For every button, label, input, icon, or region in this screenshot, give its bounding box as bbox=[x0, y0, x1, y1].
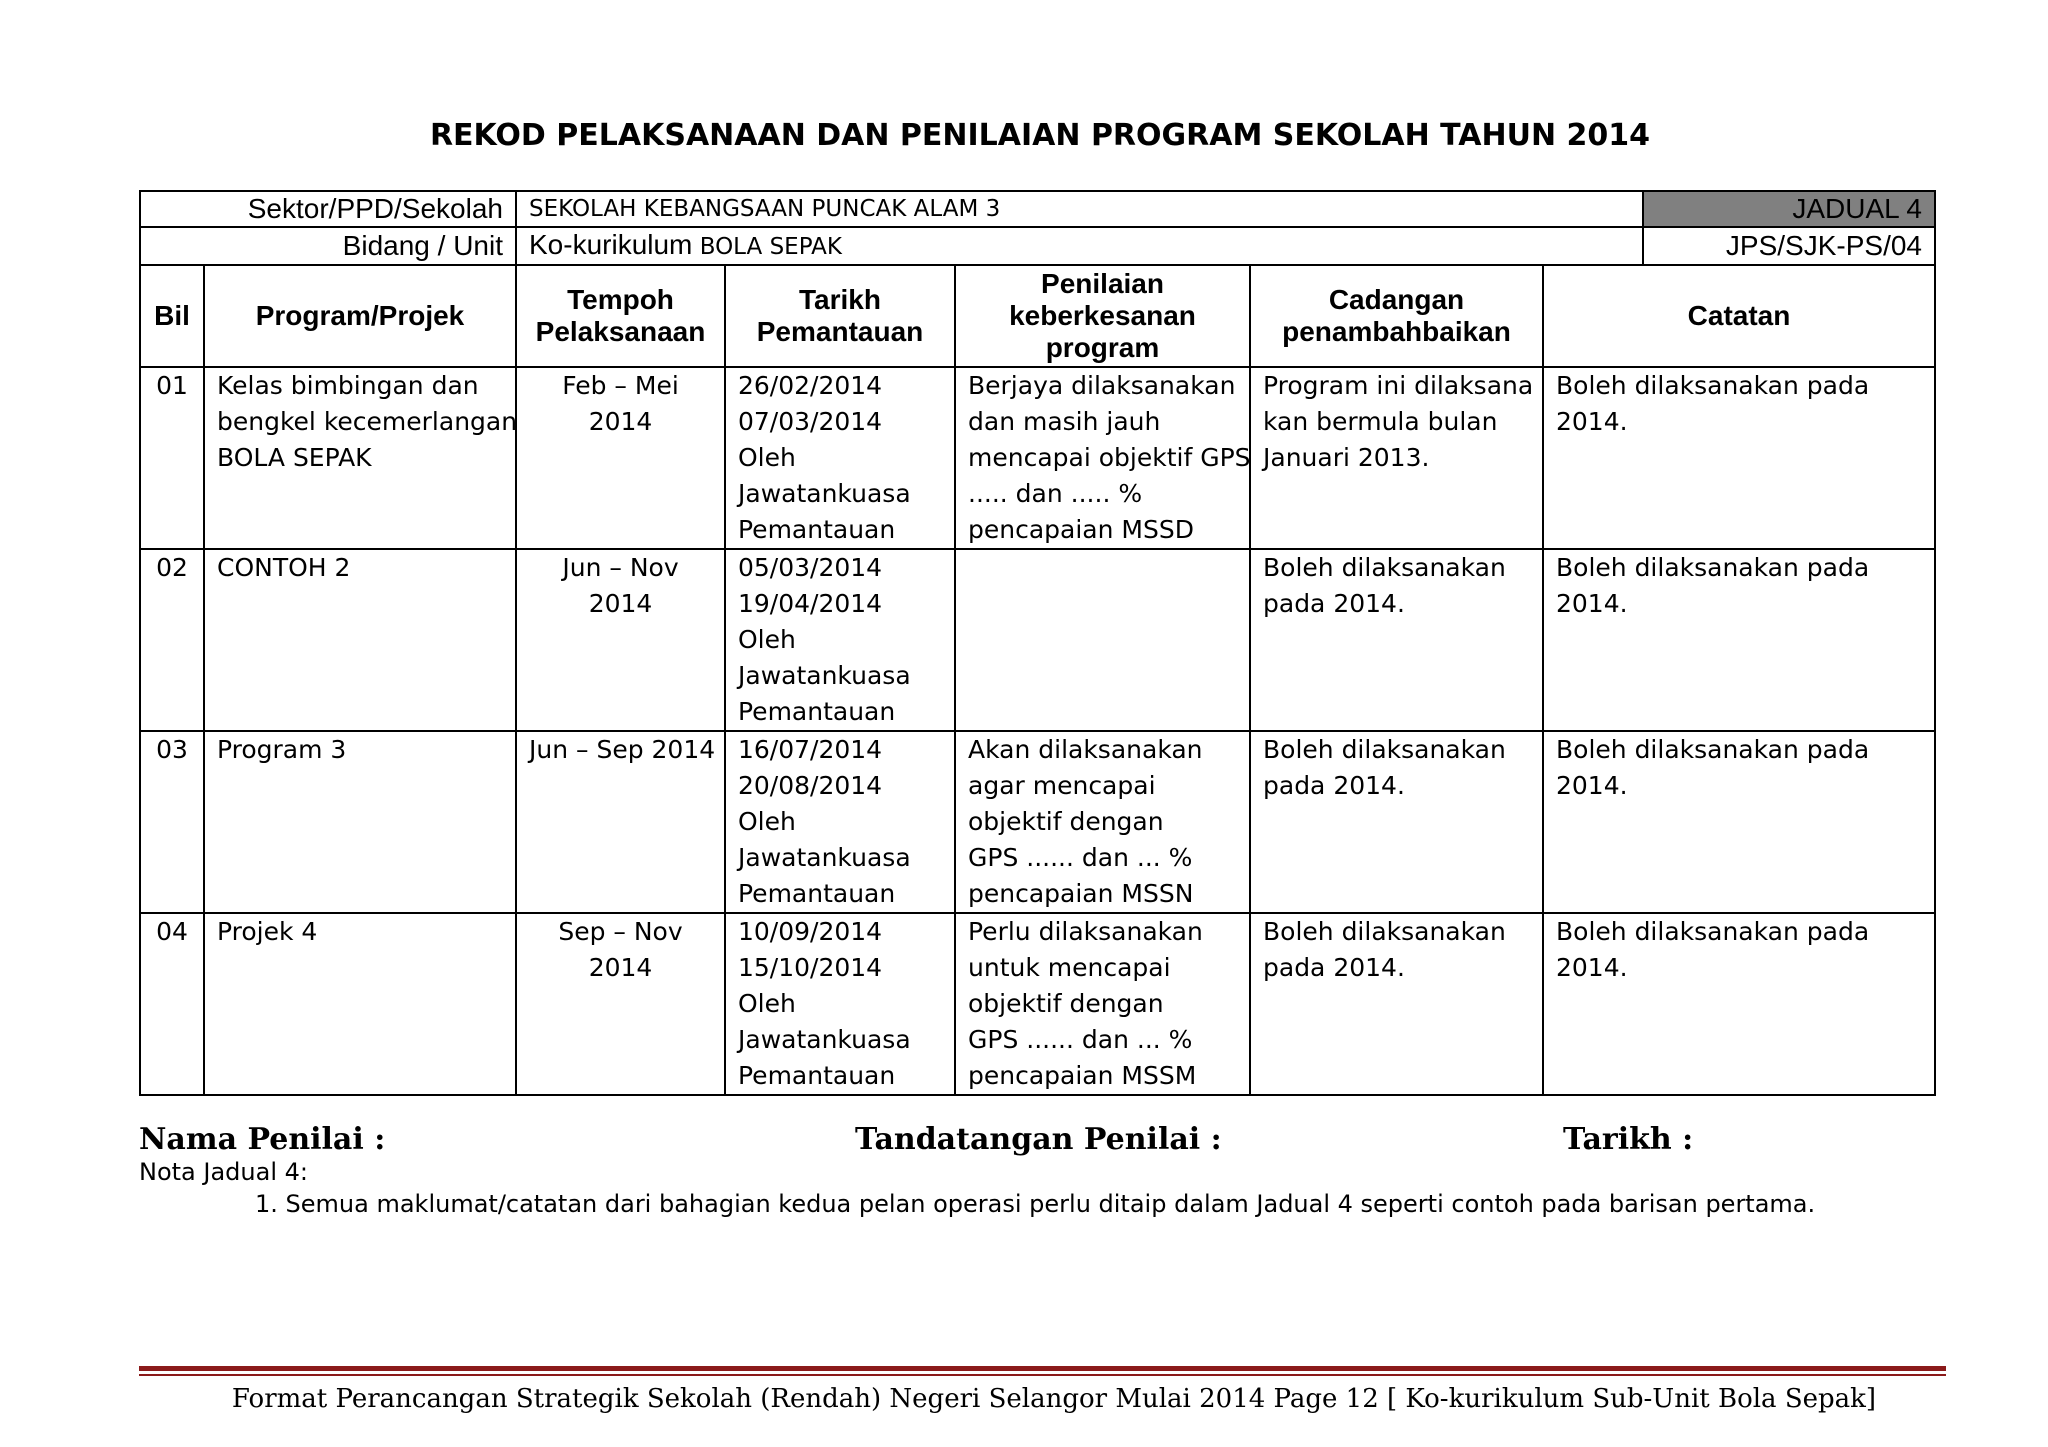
cell-text-line: Boleh dilaksanakan pada bbox=[1556, 735, 1870, 764]
cell-bil bbox=[140, 913, 204, 1095]
cell-tarikh bbox=[725, 549, 955, 731]
column-header-penilaian-line: program bbox=[1045, 332, 1160, 363]
cell-text-line: Program ini dilaksana bbox=[1263, 371, 1534, 400]
cell-cadangan bbox=[1250, 367, 1543, 549]
cell-text-line: ..... dan ..... % bbox=[968, 479, 1143, 508]
cell-penilaian bbox=[955, 549, 1250, 731]
cell-text-line: 05/03/2014 bbox=[738, 553, 883, 582]
cell-text-line: Boleh dilaksanakan bbox=[1263, 917, 1506, 946]
cell-penilaian bbox=[955, 367, 1250, 549]
cell-penilaian bbox=[955, 731, 1250, 913]
cell-catatan bbox=[1543, 367, 1935, 549]
cell-text-line: untuk mencapai bbox=[968, 953, 1171, 982]
cell-program bbox=[204, 731, 516, 913]
cell-cadangan bbox=[1250, 549, 1543, 731]
cell-text-line: Pemantauan bbox=[738, 1061, 896, 1090]
document-code: JPS/SJK-PS/04 bbox=[1643, 227, 1935, 265]
cell-program bbox=[204, 549, 516, 731]
cell-text-line: GPS ...... dan ... % bbox=[968, 843, 1193, 872]
nama-penilai-label: Nama Penilai : bbox=[139, 1122, 386, 1157]
cell-program bbox=[204, 913, 516, 1095]
nota-item: 1. Semua maklumat/catatan dari bahagian kedua pelan operasi perlu ditaip dalam Jadual 4 seperti contoh pada barisan pertama. bbox=[255, 1190, 1816, 1218]
table-row bbox=[140, 731, 1935, 913]
cell-text-line: 2014. bbox=[1556, 589, 1628, 618]
cell-text-line: Jawatankuasa bbox=[738, 479, 911, 508]
column-header-penilaian-line: keberkesanan bbox=[1009, 300, 1196, 331]
cell-tempoh bbox=[516, 913, 725, 1095]
cell-text-line: 2014 bbox=[588, 953, 653, 982]
column-header-cadangan-line: Cadangan bbox=[1328, 284, 1465, 315]
cell-text-line: 2014. bbox=[1556, 771, 1628, 800]
cell-text-line: Oleh bbox=[738, 443, 796, 472]
column-header-tarikh bbox=[725, 265, 955, 367]
column-header-tarikh-line: Tarikh bbox=[799, 284, 881, 315]
cell-text-line: Boleh dilaksanakan pada bbox=[1556, 371, 1870, 400]
cell-text-line: 26/02/2014 bbox=[738, 371, 883, 400]
bidang-value bbox=[516, 227, 1643, 265]
cell-text-line: Perlu dilaksanakan bbox=[968, 917, 1203, 946]
footer-rule-thin bbox=[139, 1374, 1946, 1376]
column-header-cadangan bbox=[1250, 265, 1543, 367]
cell-text-line: objektif dengan bbox=[968, 989, 1164, 1018]
column-header-tempoh-line: Pelaksanaan bbox=[535, 316, 706, 347]
cell-text-line: Pemantauan bbox=[738, 879, 896, 908]
cell-text-line: Oleh bbox=[738, 989, 796, 1018]
cell-text-line: 19/04/2014 bbox=[738, 589, 883, 618]
cell-text-line: Feb – Mei bbox=[562, 371, 679, 400]
cell-text-line: Oleh bbox=[738, 625, 796, 654]
column-header-penilaian-line: Penilaian bbox=[1041, 268, 1164, 299]
cell-text-line: objektif dengan bbox=[968, 807, 1164, 836]
page-footer: Format Perancangan Strategik Sekolah (Rendah) Negeri Selangor Mulai 2014 Page 12 [ Ko-kurikulum Sub-Unit Bola Sepak] bbox=[231, 1384, 1877, 1414]
table-row bbox=[140, 549, 1935, 731]
table-body bbox=[140, 367, 1935, 1095]
cell-text-line: mencapai objektif GPS bbox=[968, 443, 1251, 472]
header-row-bidang bbox=[140, 227, 1935, 265]
cell-text-line: 15/10/2014 bbox=[738, 953, 883, 982]
table-row bbox=[140, 913, 1935, 1095]
cell-catatan bbox=[1543, 913, 1935, 1095]
cell-text-line: dan masih jauh bbox=[968, 407, 1161, 436]
cell-text-line: GPS ...... dan ... % bbox=[968, 1025, 1193, 1054]
cell-text-line: Projek 4 bbox=[217, 917, 318, 946]
cell-text-line: Sep – Nov bbox=[558, 917, 683, 946]
cell-tarikh bbox=[725, 731, 955, 913]
cell-catatan bbox=[1543, 731, 1935, 913]
cell-cadangan bbox=[1250, 913, 1543, 1095]
column-header-cadangan-line: penambahbaikan bbox=[1282, 316, 1511, 347]
cell-text-line: Akan dilaksanakan bbox=[968, 735, 1203, 764]
cell-tarikh bbox=[725, 367, 955, 549]
cell-cadangan bbox=[1250, 731, 1543, 913]
cell-text-line: Boleh dilaksanakan pada bbox=[1556, 553, 1870, 582]
cell-text-line: Januari 2013. bbox=[1263, 443, 1430, 472]
cell-text-line: 2014. bbox=[1556, 407, 1628, 436]
cell-text-line: Boleh dilaksanakan bbox=[1263, 735, 1506, 764]
cell-text-line: 2014 bbox=[588, 407, 653, 436]
tandatangan-penilai-label: Tandatangan Penilai : bbox=[855, 1122, 1222, 1157]
column-header-catatan: Catatan bbox=[1543, 265, 1935, 367]
cell-text: 01 bbox=[156, 371, 188, 400]
bidang-value-main: Ko-kurikulum bbox=[529, 229, 693, 260]
cell-text-line: kan bermula bulan bbox=[1263, 407, 1498, 436]
cell-tempoh bbox=[516, 367, 725, 549]
cell-text-line: 2014 bbox=[588, 589, 653, 618]
cell-text-line: 10/09/2014 bbox=[738, 917, 883, 946]
cell-text: 03 bbox=[156, 735, 188, 764]
cell-catatan bbox=[1543, 549, 1935, 731]
column-header-penilaian bbox=[955, 265, 1250, 367]
footer-rule bbox=[139, 1366, 1946, 1371]
column-header-tempoh-line: Tempoh bbox=[567, 284, 674, 315]
cell-text-line: Berjaya dilaksanakan bbox=[968, 371, 1236, 400]
cell-text-line: bengkel kecemerlangan bbox=[217, 407, 518, 436]
column-header-tempoh bbox=[516, 265, 725, 367]
cell-text-line: Jun – Sep 2014 bbox=[529, 735, 716, 764]
cell-text-line: pencapaian MSSN bbox=[968, 879, 1194, 908]
jadual-badge: JADUAL 4 bbox=[1643, 191, 1935, 227]
sektor-label: Sektor/PPD/Sekolah bbox=[140, 191, 516, 227]
cell-text-line: BOLA SEPAK bbox=[217, 443, 372, 472]
cell-text-line: Jun – Nov bbox=[562, 553, 679, 582]
cell-text-line: Program 3 bbox=[217, 735, 347, 764]
column-header-row bbox=[140, 265, 1935, 367]
cell-bil bbox=[140, 731, 204, 913]
document-title: REKOD PELAKSANAAN DAN PENILAIAN PROGRAM SEKOLAH TAHUN 2014 bbox=[429, 118, 1651, 153]
cell-text-line: Pemantauan bbox=[738, 515, 896, 544]
bidang-value-sub: BOLA SEPAK bbox=[699, 234, 842, 260]
header-row-sektor bbox=[140, 191, 1935, 227]
bidang-label: Bidang / Unit bbox=[140, 227, 516, 265]
cell-text-line: Kelas bimbingan dan bbox=[217, 371, 479, 400]
cell-text-line: agar mencapai bbox=[968, 771, 1156, 800]
cell-bil bbox=[140, 549, 204, 731]
table-row bbox=[140, 367, 1935, 549]
cell-text-line: 07/03/2014 bbox=[738, 407, 883, 436]
cell-text-line: Jawatankuasa bbox=[738, 661, 911, 690]
cell-text-line: Pemantauan bbox=[738, 697, 896, 726]
cell-text-line: pada 2014. bbox=[1263, 589, 1405, 618]
sektor-value: SEKOLAH KEBANGSAAN PUNCAK ALAM 3 bbox=[516, 191, 1643, 227]
cell-tarikh bbox=[725, 913, 955, 1095]
cell-text-line: Boleh dilaksanakan pada bbox=[1556, 917, 1870, 946]
column-header-program: Program/Projek bbox=[204, 265, 516, 367]
cell-text-line: 2014. bbox=[1556, 953, 1628, 982]
cell-text: 04 bbox=[156, 917, 188, 946]
cell-text-line: pada 2014. bbox=[1263, 771, 1405, 800]
column-header-bil: Bil bbox=[140, 265, 204, 367]
program-table bbox=[139, 190, 1936, 1096]
cell-tempoh bbox=[516, 549, 725, 731]
cell-text: 02 bbox=[156, 553, 188, 582]
cell-tempoh bbox=[516, 731, 725, 913]
cell-text-line: Boleh dilaksanakan bbox=[1263, 553, 1506, 582]
cell-text-line: 20/08/2014 bbox=[738, 771, 883, 800]
cell-text-line: Oleh bbox=[738, 807, 796, 836]
cell-penilaian bbox=[955, 913, 1250, 1095]
cell-text-line: pada 2014. bbox=[1263, 953, 1405, 982]
cell-text-line: Jawatankuasa bbox=[738, 1025, 911, 1054]
cell-program bbox=[204, 367, 516, 549]
cell-text-line: 16/07/2014 bbox=[738, 735, 883, 764]
tarikh-label: Tarikh : bbox=[1563, 1122, 1694, 1157]
cell-text-line: Jawatankuasa bbox=[738, 843, 911, 872]
cell-text-line: pencapaian MSSD bbox=[968, 515, 1194, 544]
column-header-tarikh-line: Pemantauan bbox=[756, 316, 924, 347]
nota-heading: Nota Jadual 4: bbox=[139, 1158, 308, 1186]
cell-bil bbox=[140, 367, 204, 549]
cell-text-line: pencapaian MSSM bbox=[968, 1061, 1197, 1090]
cell-text-line: CONTOH 2 bbox=[217, 553, 351, 582]
